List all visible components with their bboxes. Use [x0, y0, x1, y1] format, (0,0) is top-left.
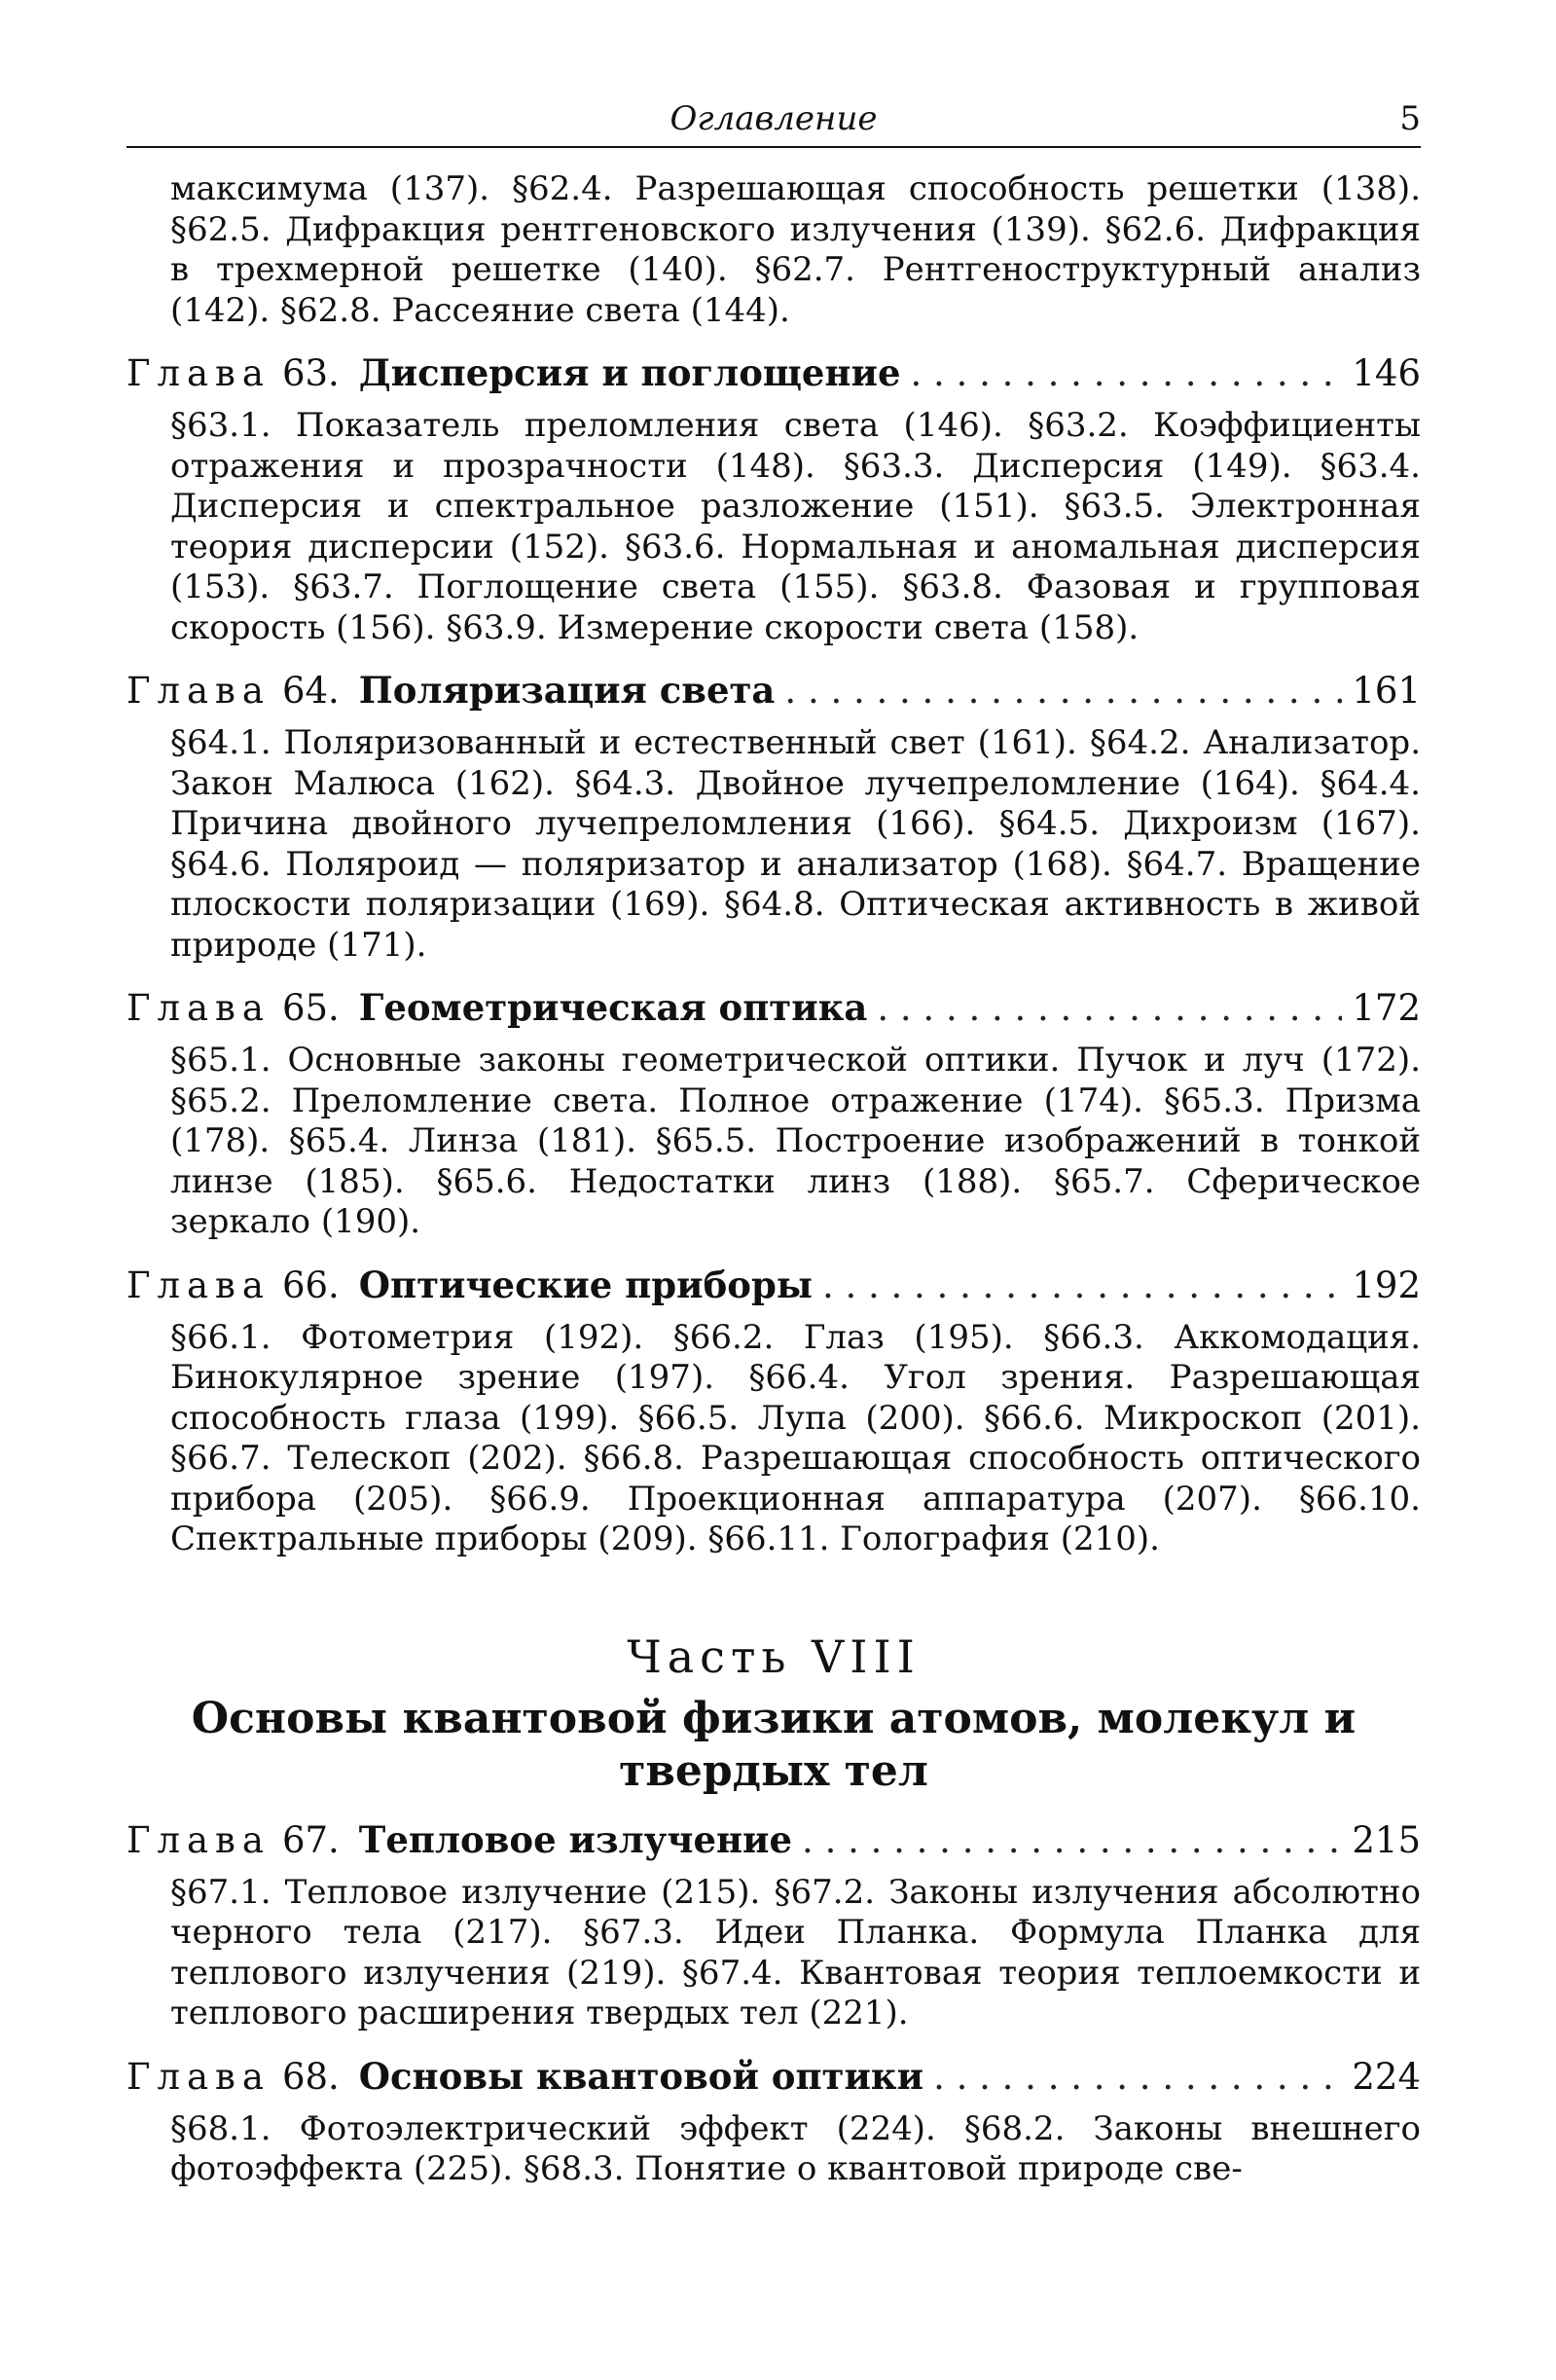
chapter-label: Глава	[127, 1818, 271, 1861]
chapter-label: Глава	[127, 670, 271, 712]
chapter-number: 68.	[281, 2055, 340, 2098]
chapter-65-sections: §65.1. Основные законы геометрической оптики. Пучок и луч (172). §65.2. Преломление света. Полное отражение (174). §65.3. Призма (178). §65.4. Линза (181). §65.5. Построение изображений в тонкой линзе (185). §65.6. Недостатки линз (188). §65.7. Сферическое зеркало (190).	[170, 1041, 1421, 1241]
dot-leader	[911, 351, 1343, 396]
dot-leader	[877, 986, 1342, 1031]
running-header	[127, 97, 1421, 148]
intro-paragraph: максимума (137). §62.4. Разрешающая способность решетки (138). §62.5. Дифракция рентгеновского излучения (139). §62.6. Дифракция в трехмерной решетке (140). §62.7. Рентгеноструктурный анализ (142). §62.8. Рассеяние света (144).	[170, 169, 1421, 330]
dot-leader	[802, 1818, 1342, 1863]
part-title: Основы квантовой физики атомов, молекул и твердых тел	[191, 1693, 1357, 1796]
chapter-label: Глава	[127, 1263, 271, 1306]
chapter-label: Глава	[127, 352, 271, 394]
chapter-number: 63.	[281, 352, 340, 394]
chapter-title: Поляризация света	[358, 669, 776, 712]
table-of-contents	[127, 169, 1421, 2190]
chapter-number: 66.	[281, 1263, 340, 1306]
chapter-63-heading	[127, 350, 1421, 396]
dot-leader	[822, 1263, 1342, 1308]
chapter-page: 161	[1352, 670, 1421, 712]
chapter-number: 67.	[281, 1818, 340, 1861]
dot-leader	[933, 2055, 1342, 2100]
chapter-page: 192	[1352, 1263, 1421, 1306]
chapter-67-sections: §67.1. Тепловое излучение (215). §67.2. Законы излучения абсолютно черного тела (217). §67.3. Идеи Планка. Формула Планка для теплового излучения (219). §67.4. Квантовая теория теплоемкости и теплового расширения твердых тел (221).	[170, 1872, 1421, 2032]
chapter-page: 172	[1352, 987, 1421, 1029]
chapter-label: Глава	[127, 987, 271, 1029]
chapter-68-heading	[127, 2054, 1421, 2100]
dot-leader	[784, 669, 1342, 714]
chapter-66-heading	[127, 1263, 1421, 1308]
chapter-67-heading	[127, 1817, 1421, 1863]
chapter-66-sections: §66.1. Фотометрия (192). §66.2. Глаз (195). §66.3. Аккомодация. Бинокулярное зрение (197). §66.4. Угол зрения. Разрешающая способность глаза (199). §66.5. Лупа (200). §66.6. Микроскоп (201). §66.7. Телескоп (202). §66.8. Разрешающая способность оптического прибора (205). §66.9. Проекционная аппаратура (207). §66.10. Спектральные приборы (209). §66.11. Голография (210).	[170, 1317, 1421, 1558]
part-label: Часть VIII	[627, 1629, 921, 1683]
page	[127, 97, 1421, 2190]
chapter-68-sections: §68.1. Фотоэлектрический эффект (224). §68.2. Законы внешнего фотоэффекта (225). §68.3. Понятие о квантовой природе све-	[170, 2108, 1421, 2188]
chapter-64-sections: §64.1. Поляризованный и естественный свет (161). §64.2. Анализатор. Закон Малюса (162). §64.3. Двойное лучепреломление (164). §64.4. Причина двойного лучепреломления (166). §64.5. Дихроизм (167). §64.6. Поляроид — поляризатор и анализатор (168). §64.7. Вращение плоскости поляризации (169). §64.8. Оптическая активность в живой природе (171).	[170, 723, 1421, 965]
part-heading	[127, 1629, 1421, 1798]
chapter-title: Основы квантовой оптики	[358, 2054, 924, 2098]
chapter-title: Оптические приборы	[358, 1263, 813, 1306]
chapter-63-sections: §63.1. Показатель преломления света (146). §63.2. Коэффициенты отражения и прозрачности (148). §63.3. Дисперсия (149). §63.4. Дисперсия и спектральное разложение (151). §63.5. Электронная теория дисперсии (152). §63.6. Нормальная и аномальная дисперсия (153). §63.7. Поглощение света (155). §63.8. Фазовая и групповая скорость (156). §63.9. Измерение скорости света (158).	[170, 406, 1421, 647]
chapter-number: 64.	[281, 670, 340, 712]
page-number: 5	[1399, 99, 1421, 138]
chapter-number: 65.	[281, 987, 340, 1029]
chapter-title: Геометрическая оптика	[358, 986, 868, 1029]
chapter-65-heading	[127, 985, 1421, 1031]
chapter-title: Тепловое излучение	[358, 1817, 793, 1861]
chapter-page: 224	[1352, 2055, 1421, 2098]
chapter-64-heading	[127, 668, 1421, 714]
chapter-page: 146	[1352, 352, 1421, 394]
running-title: Оглавление	[669, 99, 878, 138]
chapter-title: Дисперсия и поглощение	[358, 351, 901, 394]
chapter-page: 215	[1352, 1818, 1421, 1861]
chapter-label: Глава	[127, 2055, 271, 2098]
